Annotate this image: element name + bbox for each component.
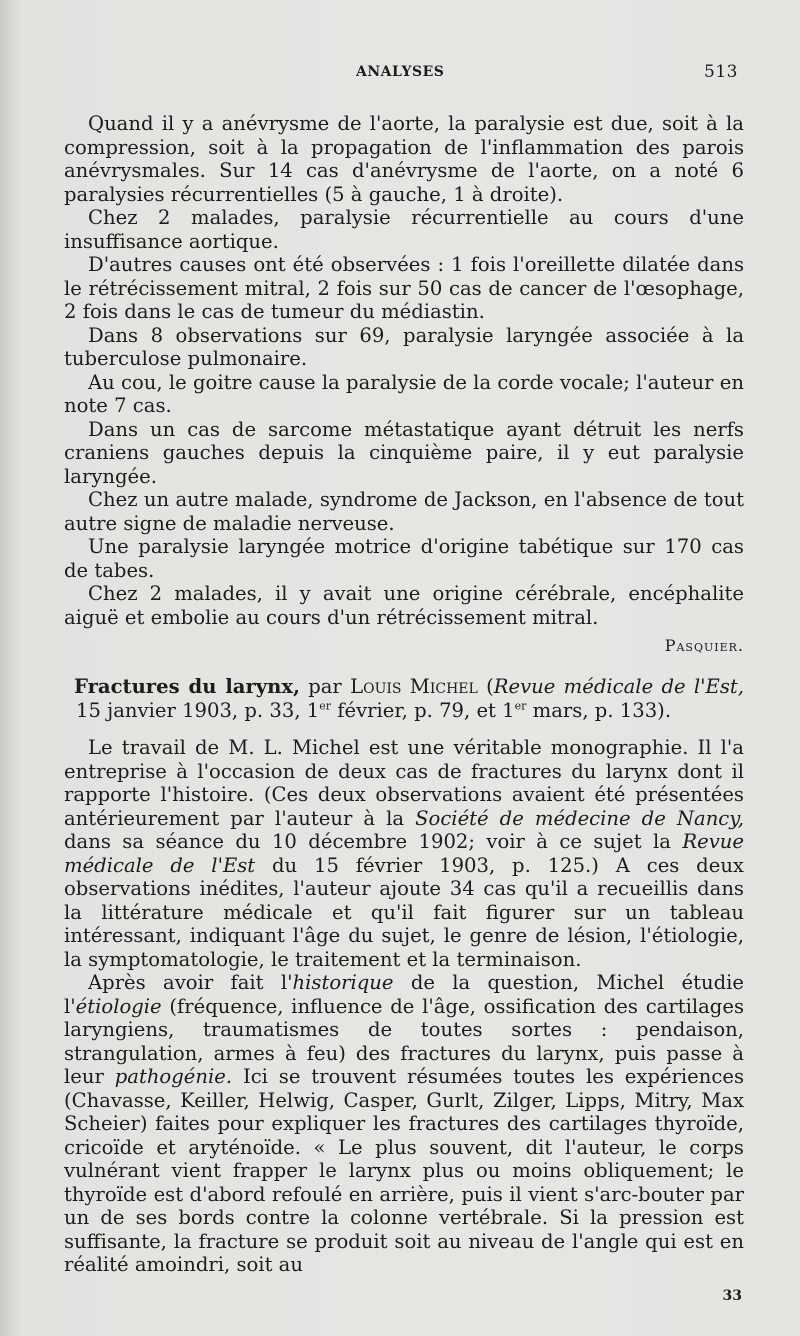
paragraph: Chez 2 malades, paralysie récurrentielle au cours d'une insuffisance aortique.	[64, 206, 744, 253]
article-date-2: février, p. 79, et 1	[331, 698, 515, 722]
article-date-1: 15 janvier 1903, p. 33, 1	[76, 698, 320, 722]
text-run: Le travail de M. L. Michel est une véritable monographie. Il l'a entreprise à l'occasion de deux cas de fractures du larynx dont il rapporte l'histoire. (Ces deux observations avaient été présentées antérieurement par l'auteur à la	[64, 736, 744, 830]
article-author: Louis Michel	[350, 675, 478, 698]
paragraph	[64, 971, 744, 1277]
text-run: (fréquence, influence de l'âge, ossification des cartilages laryngiens, traumatismes de toutes sortes : pendaison, strangulation, armes à feu) des fractures du larynx, puis passe à leur	[64, 994, 744, 1088]
article-review	[64, 736, 744, 1277]
text-run: du 15 février 1903, p. 125.) A ces deux observations inédites, l'auteur ajoute 34 cas qu'il a recueillis dans la littérature médicale et qu'il fait figurer sur un tableau intéressant, indiquant l'âge du sujet, le genre de lésion, l'étiologie, la symptomatologie, le traitement et la terminaison.	[64, 853, 744, 971]
ordinal-sup-1: er	[319, 698, 332, 712]
italic-run: étiologie	[75, 994, 162, 1018]
signature-mark: 33	[722, 1288, 742, 1304]
paragraph: Dans un cas de sarcome métastatique ayant détruit les nerfs craniens gauches depuis la cinquième paire, il y eut paralysie laryngée.	[64, 417, 744, 488]
italic-run: Société de médecine de Nancy,	[415, 806, 744, 830]
italic-run: pathogénie.	[114, 1065, 233, 1088]
running-head	[64, 58, 744, 82]
paragraph	[64, 736, 744, 971]
running-head-title: ANALYSES	[356, 64, 445, 80]
paragraph: Au cou, le goitre cause la paralysie de la corde vocale; l'auteur en note 7 cas.	[64, 370, 744, 417]
article-journal: Revue médicale de l'Est,	[493, 675, 744, 698]
page-content	[64, 58, 744, 1277]
journal-paren: (	[486, 675, 494, 698]
text-run: de la question, Michel étudie l'	[64, 971, 744, 1018]
paragraph: Dans 8 observations sur 69, paralysie laryngée associée à la tuberculose pulmonaire.	[64, 323, 744, 370]
article-by: par	[308, 675, 342, 698]
review-continuation	[64, 112, 744, 657]
paragraph: Chez un autre malade, syndrome de Jackson, en l'absence de tout autre signe de maladie nerveuse.	[64, 488, 744, 535]
article-date-3: mars, p. 133).	[526, 698, 672, 722]
reviewer-signature: Pasquier.	[664, 636, 744, 655]
paragraph: Une paralysie laryngée motrice d'origine tabétique sur 170 cas de tabes.	[64, 535, 744, 582]
text-run: dans sa séance du 10 décembre 1902; voir à ce sujet la	[64, 830, 683, 853]
paragraph: Quand il y a anévrysme de l'aorte, la paralysie est due, soit à la compression, soit à la propagation de l'inflammation des parois anévrysmales. Sur 14 cas d'anévrysme de l'aorte, on a noté 6 paralysies récurrentielles (5 à gauche, 1 à droite).	[64, 112, 744, 206]
article-heading	[64, 675, 744, 722]
ordinal-sup-2: er	[514, 698, 527, 712]
text-run: Après avoir fait l'	[88, 971, 293, 994]
italic-run: historique	[292, 971, 394, 994]
article-title: Fractures du larynx,	[74, 675, 300, 698]
paragraph: D'autres causes ont été observées : 1 fois l'oreillette dilatée dans le rétrécissement mitral, 2 fois sur 50 cas de cancer de l'œsophage, 2 fois dans le cas de tumeur du médiastin.	[64, 253, 744, 323]
text-run: Ici se trouvent résumées toutes les expériences (Chavasse, Keiller, Helwig, Casper, Gurlt, Zilger, Lipps, Mitry, Max Scheier) faites pour expliquer les fractures des cartilages thyroïde, cricoïde et aryténoïde. « Le plus souvent, dit l'auteur, le corps vulnérant vient frapper le larynx plus ou moins obliquement; le thyroïde est d'abord refoulé en arrière, puis il vient s'arc-bouter par un de ses bords contre la colonne vertébrale. Si la pression est suffisante, la fracture se produit soit au niveau de l'angle qui est en réalité amoindri, soit au	[64, 1065, 745, 1276]
page-number: 513	[704, 62, 738, 82]
italic-run: Revue médicale de l'Est	[64, 830, 744, 877]
paragraph: Chez 2 malades, il y avait une origine cérébrale, encéphalite aiguë et embolie au cours d'un rétrécissement mitral.	[64, 582, 744, 629]
